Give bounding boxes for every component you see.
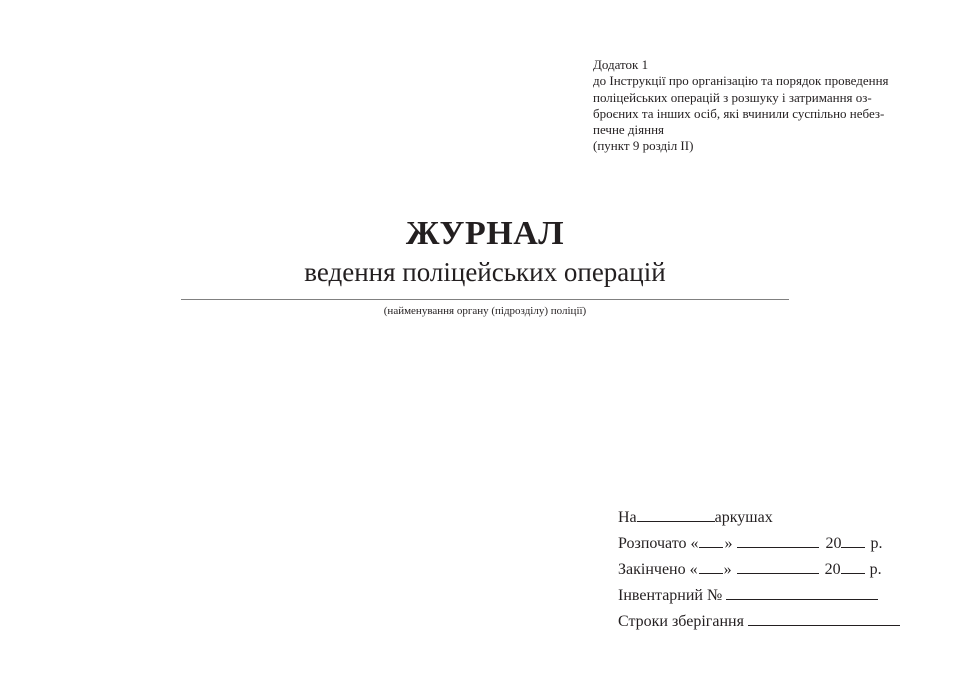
started-row (618, 532, 900, 558)
appendix-line: поліцейських операцій з розшуку і затримання оз- (593, 89, 872, 105)
sheets-count-blank (637, 506, 715, 522)
year-prefix: 20 (824, 561, 841, 578)
sheets-row (618, 506, 900, 532)
inventory-number-blank (726, 584, 878, 600)
quote-close: » (724, 535, 733, 552)
appendix-line: Додаток 1 (593, 57, 649, 72)
appendix-line: до Інструкції про організацію та порядок проведення (593, 73, 889, 89)
started-year-blank (841, 532, 865, 548)
appendix-line: печне діяння (593, 122, 665, 138)
finished-row (618, 558, 900, 584)
storage-label: Строки зберігання (618, 613, 744, 630)
storage-period-blank (748, 610, 900, 626)
started-month-blank (737, 532, 819, 548)
appendix-note (593, 57, 923, 155)
finished-label: Закінчено « (618, 561, 698, 578)
sheets-prefix: На (618, 509, 637, 526)
appendix-line: броєних та інших осіб, які вчинили суспільно небез- (593, 105, 885, 121)
org-name-caption: (найменування органу (підрозділу) поліції) (383, 305, 587, 317)
storage-row (618, 610, 900, 636)
inventory-row (618, 584, 900, 610)
started-day-blank (699, 532, 723, 548)
year-suffix: р. (870, 535, 883, 552)
finished-day-blank (699, 558, 723, 574)
inventory-label: Інвентарний № (618, 587, 723, 604)
finished-month-blank (737, 558, 819, 574)
document-subtitle: ведення поліцейських операцій (304, 257, 666, 287)
sheets-suffix: аркушах (714, 509, 773, 526)
year-prefix: 20 (825, 535, 842, 552)
journal-metadata (618, 506, 900, 636)
year-suffix: р. (869, 561, 882, 578)
quote-close: » (723, 561, 732, 578)
appendix-line: (пункт 9 розділ II) (593, 138, 694, 154)
org-name-blank-line (181, 299, 789, 300)
finished-year-blank (841, 558, 865, 574)
document-title: ЖУРНАЛ (405, 215, 565, 252)
started-label: Розпочато « (618, 535, 699, 552)
